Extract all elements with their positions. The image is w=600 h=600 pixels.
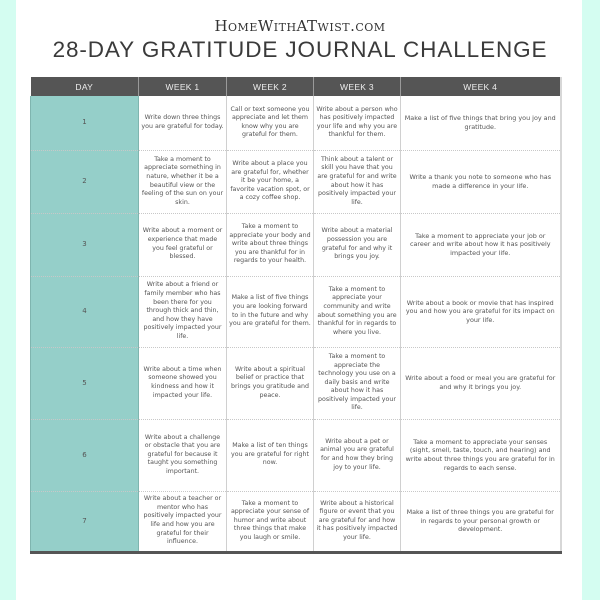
prompt-cell: Take a moment to appreciate your body and write about three things you are thankful for in regards to your health. xyxy=(227,213,314,276)
column-header-week2: WEEK 2 xyxy=(227,77,314,96)
prompt-cell: Write a thank you note to someone who has made a difference in your life. xyxy=(401,150,561,213)
day-cell: 5 xyxy=(31,347,139,419)
prompt-cell: Write about a friend or family member who has been there for you through thick and thin, and how they have positively impacted your life. xyxy=(139,276,227,347)
prompt-cell: Write about a challenge or obstacle that you are grateful for because it taught you something important. xyxy=(139,419,227,491)
table-header-row xyxy=(31,77,561,96)
prompt-cell: Write about a pet or animal you are grateful for and how they bring joy to your life. xyxy=(314,419,401,491)
day-cell: 6 xyxy=(31,419,139,491)
prompt-cell: Make a list of ten things you are grateful for right now. xyxy=(227,419,314,491)
prompt-cell: Call or text someone you appreciate and let them know why you are grateful for them. xyxy=(227,96,314,150)
mint-border-right xyxy=(582,0,600,600)
prompt-cell: Write about a food or meal you are grateful for and why it brings you joy. xyxy=(401,347,561,419)
prompt-cell: Write about a book or movie that has inspired you and how you are grateful for its impact on your life. xyxy=(401,276,561,347)
prompt-cell: Take a moment to appreciate your job or career and write about how it has positively impacted your life. xyxy=(401,213,561,276)
prompt-cell: Make a list of five things you are looking forward to in the future and why you are grateful for them. xyxy=(227,276,314,347)
prompt-cell: Write about a moment or experience that made you feel grateful or blessed. xyxy=(139,213,227,276)
table-row xyxy=(31,419,561,491)
day-cell: 3 xyxy=(31,213,139,276)
prompt-cell: Write down three things you are grateful for today. xyxy=(139,96,227,150)
prompt-cell: Take a moment to appreciate something in nature, whether it be a beautiful view or the feeling of the sun on your skin. xyxy=(139,150,227,213)
table-row xyxy=(31,347,561,419)
day-cell: 2 xyxy=(31,150,139,213)
column-header-day: DAY xyxy=(31,77,139,96)
column-header-week1: WEEK 1 xyxy=(139,77,227,96)
table-row xyxy=(31,150,561,213)
prompt-cell: Take a moment to appreciate your sense of humor and write about three things that make you laugh or smile. xyxy=(227,491,314,552)
prompt-cell: Take a moment to appreciate the technology you use on a daily basis and write about how it has positively impacted your life. xyxy=(314,347,401,419)
table-row xyxy=(31,491,561,552)
prompt-cell: Make a list of three things you are grateful for in regards to your personal growth or development. xyxy=(401,491,561,552)
day-cell: 1 xyxy=(31,96,139,150)
prompt-cell: Take a moment to appreciate your senses (sight, smell, taste, touch, and hearing) and write about three things you are grateful for in regards to each sense. xyxy=(401,419,561,491)
table-row xyxy=(31,276,561,347)
site-name: HomeWithATwist.com xyxy=(214,17,386,35)
prompt-cell: Make a list of five things that bring you joy and gratitude. xyxy=(401,96,561,150)
day-cell: 4 xyxy=(31,276,139,347)
prompt-cell: Write about a spiritual belief or practice that brings you gratitude and peace. xyxy=(227,347,314,419)
table-row xyxy=(31,96,561,150)
prompt-cell: Write about a historical figure or event that you are grateful for and how it has positively impacted your life. xyxy=(314,491,401,552)
column-header-week3: WEEK 3 xyxy=(314,77,401,96)
table-row xyxy=(31,213,561,276)
prompt-cell: Write about a place you are grateful for, whether it be your home, a favorite vacation spot, or a cozy coffee shop. xyxy=(227,150,314,213)
mint-border-left xyxy=(0,0,16,600)
prompt-cell: Write about a time when someone showed you kindness and how it impacted your life. xyxy=(139,347,227,419)
page-title: 28-DAY GRATITUDE JOURNAL CHALLENGE xyxy=(52,37,548,62)
prompt-cell: Write about a material possession you are grateful for and why it brings you joy. xyxy=(314,213,401,276)
challenge-table xyxy=(30,77,562,554)
prompt-cell: Write about a person who has positively impacted your life and why you are thankful for them. xyxy=(314,96,401,150)
column-header-week4: WEEK 4 xyxy=(401,77,561,96)
prompt-cell: Take a moment to appreciate your community and write about something you are thankful for in regards to where you live. xyxy=(314,276,401,347)
prompt-cell: Think about a talent or skill you have that you are grateful for and write about how it has positively impacted your life. xyxy=(314,150,401,213)
prompt-cell: Write about a teacher or mentor who has positively impacted your life and how you are grateful for their influence. xyxy=(139,491,227,552)
day-cell: 7 xyxy=(31,491,139,552)
